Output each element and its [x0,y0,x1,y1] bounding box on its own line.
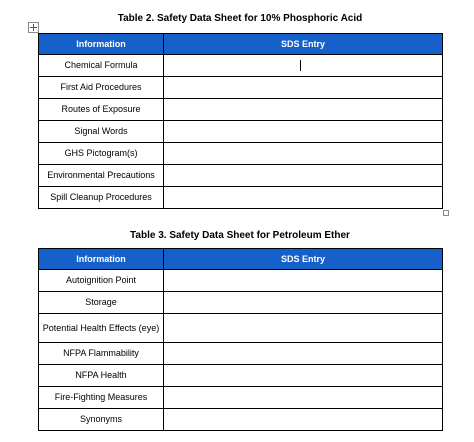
table-header-row [39,34,443,55]
header-sds-entry: SDS Entry [164,34,443,55]
sds-entry-cell[interactable] [164,292,443,314]
row-label: Autoignition Point [39,270,164,292]
row-label: Storage [39,292,164,314]
table-resize-handle-icon[interactable] [443,210,449,216]
row-label: NFPA Health [39,365,164,387]
sds-entry-cell[interactable] [164,270,443,292]
sds-entry-cell[interactable] [164,365,443,387]
sds-entry-cell[interactable] [164,387,443,409]
sds-entry-cell[interactable] [164,143,443,165]
header-information: Information [39,249,164,270]
header-sds-entry: SDS Entry [164,249,443,270]
sds-entry-cell[interactable] [164,55,443,77]
row-label: Synonyms [39,409,164,431]
row-label: Chemical Formula [39,55,164,77]
table-row [39,55,443,77]
table-row [39,187,443,209]
table-2-phosphoric-acid [38,33,443,209]
sds-entry-cell[interactable] [164,187,443,209]
sds-entry-cell[interactable] [164,165,443,187]
text-cursor [300,60,301,71]
sds-entry-cell[interactable] [164,121,443,143]
table-3-title: Table 3. Safety Data Sheet for Petroleum Ether [130,230,350,241]
table-row [39,409,443,431]
row-label: Potential Health Effects (eye) [39,314,164,343]
table-row [39,292,443,314]
sds-entry-cell[interactable] [164,99,443,121]
table-row [39,121,443,143]
table-row [39,77,443,99]
row-label: GHS Pictogram(s) [39,143,164,165]
table-row [39,314,443,343]
row-label: Routes of Exposure [39,99,164,121]
table-row [39,143,443,165]
row-label: First Aid Procedures [39,77,164,99]
table-header-row [39,249,443,270]
row-label: Environmental Precautions [39,165,164,187]
table-3-petroleum-ether [38,248,443,431]
sds-entry-cell[interactable] [164,409,443,431]
sds-entry-cell[interactable] [164,343,443,365]
row-label: Fire-Fighting Measures [39,387,164,409]
sds-entry-cell[interactable] [164,314,443,343]
sds-entry-cell[interactable] [164,77,443,99]
row-label: NFPA Flammability [39,343,164,365]
row-label: Signal Words [39,121,164,143]
table-row [39,365,443,387]
table-2-title: Table 2. Safety Data Sheet for 10% Phosphoric Acid [117,13,363,24]
table-row [39,99,443,121]
table-row [39,165,443,187]
table-row [39,387,443,409]
header-information: Information [39,34,164,55]
table-row [39,343,443,365]
table-row [39,270,443,292]
row-label: Spill Cleanup Procedures [39,187,164,209]
